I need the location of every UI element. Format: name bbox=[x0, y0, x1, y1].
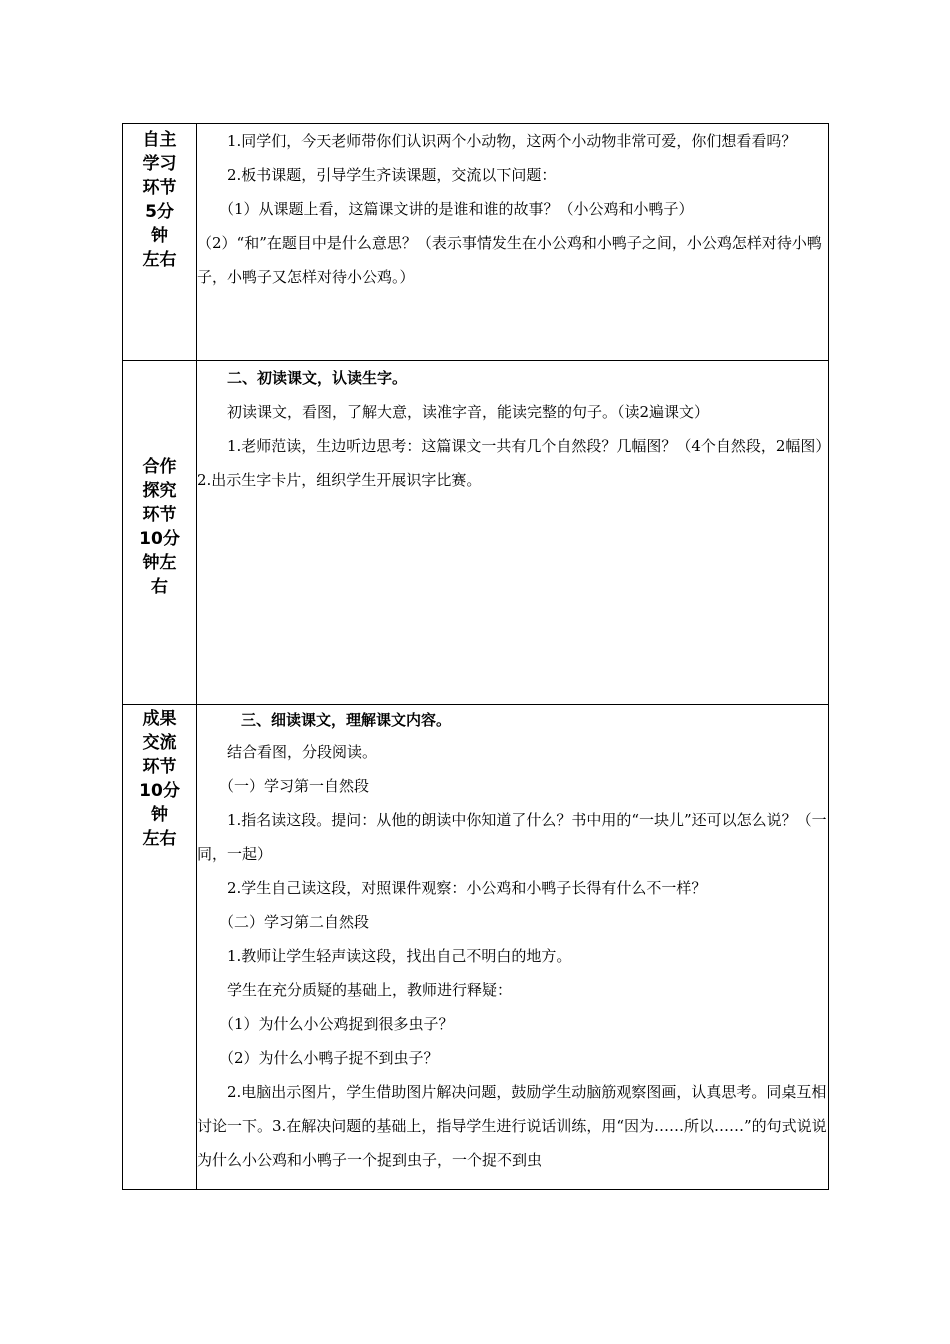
paragraph: 2.学生自己读这段，对照课件观察：小公鸡和小鸭子长得有什么不一样？ bbox=[227, 879, 707, 897]
stage-label-line: 探究 bbox=[142, 481, 177, 501]
stage-label-line: 10分 bbox=[139, 781, 180, 801]
paragraph: 2.出示生字卡片，组织学生开展识字比赛。 bbox=[197, 471, 482, 489]
stage-label-line: 左右 bbox=[142, 829, 177, 849]
stage-label-line: 钟 bbox=[151, 226, 168, 246]
stage-label-line: 右 bbox=[151, 577, 168, 597]
table-row bbox=[123, 705, 829, 1190]
section-heading: 三、细读课文，理解课文内容。 bbox=[241, 711, 452, 729]
paragraph: 初读课文，看图，了解大意，读准字音，能读完整的句子。（读2遍课文） bbox=[227, 403, 710, 421]
stage-label-line: 环节 bbox=[142, 757, 177, 777]
paragraph: （二）学习第二自然段 bbox=[219, 913, 370, 931]
stage-label-line: 10分 bbox=[139, 529, 180, 549]
stage-label-cell bbox=[123, 361, 197, 705]
paragraph: （一）学习第一自然段 bbox=[219, 777, 370, 795]
paragraph: （1）为什么小公鸡捉到很多虫子？ bbox=[219, 1015, 454, 1033]
stage-label-line: 钟 bbox=[151, 805, 168, 825]
table-row bbox=[123, 124, 829, 361]
stage-label-line: 环节 bbox=[142, 178, 177, 198]
stage-label-line: 钟左 bbox=[142, 553, 177, 573]
paragraph: 2.电脑出示图片，学生借助图片解决问题，鼓励学生动脑筋观察图画，认真思考。同桌互相讨论一下。3.在解决问题的基础上，指导学生进行说话训练，用“因为……所以……”的句式说说为什么小公鸡和小鸭子一个捉到虫子，一个捉不到虫 bbox=[197, 1083, 827, 1169]
paragraph: （1）从课题上看，这篇课文讲的是谁和谁的故事？（小公鸡和小鸭子） bbox=[219, 200, 694, 218]
paragraph: （2）“和”在题目中是什么意思？（表示事情发生在小公鸡和小鸭子之间，小公鸡怎样对待小鸭子，小鸭子又怎样对待小公鸡。） bbox=[197, 234, 822, 286]
stage-label-line: 5分 bbox=[145, 202, 174, 222]
paragraph: 结合看图，分段阅读。 bbox=[227, 743, 378, 761]
stage-label-line: 成果 bbox=[142, 709, 177, 729]
lesson-plan-table bbox=[122, 123, 829, 1190]
table-row bbox=[123, 361, 829, 705]
stage-label-line: 左右 bbox=[142, 250, 177, 270]
stage-label-line: 自主 bbox=[142, 130, 177, 150]
paragraph: 2.板书课题，引导学生齐读课题，交流以下问题： bbox=[227, 166, 557, 184]
paragraph: （2）为什么小鸭子捉不到虫子？ bbox=[219, 1049, 439, 1067]
paragraph: 1.教师让学生轻声读这段，找出自己不明白的地方。 bbox=[227, 947, 572, 965]
stage-label-cell bbox=[123, 124, 197, 361]
stage-content-cell bbox=[197, 124, 829, 361]
stage-content-cell bbox=[197, 705, 829, 1190]
stage-label-line: 环节 bbox=[142, 505, 177, 525]
stage-label-cell bbox=[123, 705, 197, 1190]
paragraph: 1.老师范读，生边听边思考：这篇课文一共有几个自然段？几幅图？（4个自然段，2幅图） bbox=[227, 437, 831, 455]
paragraph: 1.同学们，今天老师带你们认识两个小动物，这两个小动物非常可爱，你们想看看吗？ bbox=[227, 132, 797, 150]
section-heading: 二、初读课文，认读生字。 bbox=[227, 369, 408, 387]
stage-label-line: 交流 bbox=[142, 733, 177, 753]
stage-label-line: 学习 bbox=[142, 154, 177, 174]
paragraph: 1.指名读这段。提问：从他的朗读中你知道了什么？书中用的“一块儿”还可以怎么说？（一同，一起） bbox=[197, 811, 827, 863]
stage-content-cell bbox=[197, 361, 829, 705]
stage-label-line: 合作 bbox=[142, 457, 177, 477]
paragraph: 学生在充分质疑的基础上，教师进行释疑： bbox=[227, 981, 513, 999]
